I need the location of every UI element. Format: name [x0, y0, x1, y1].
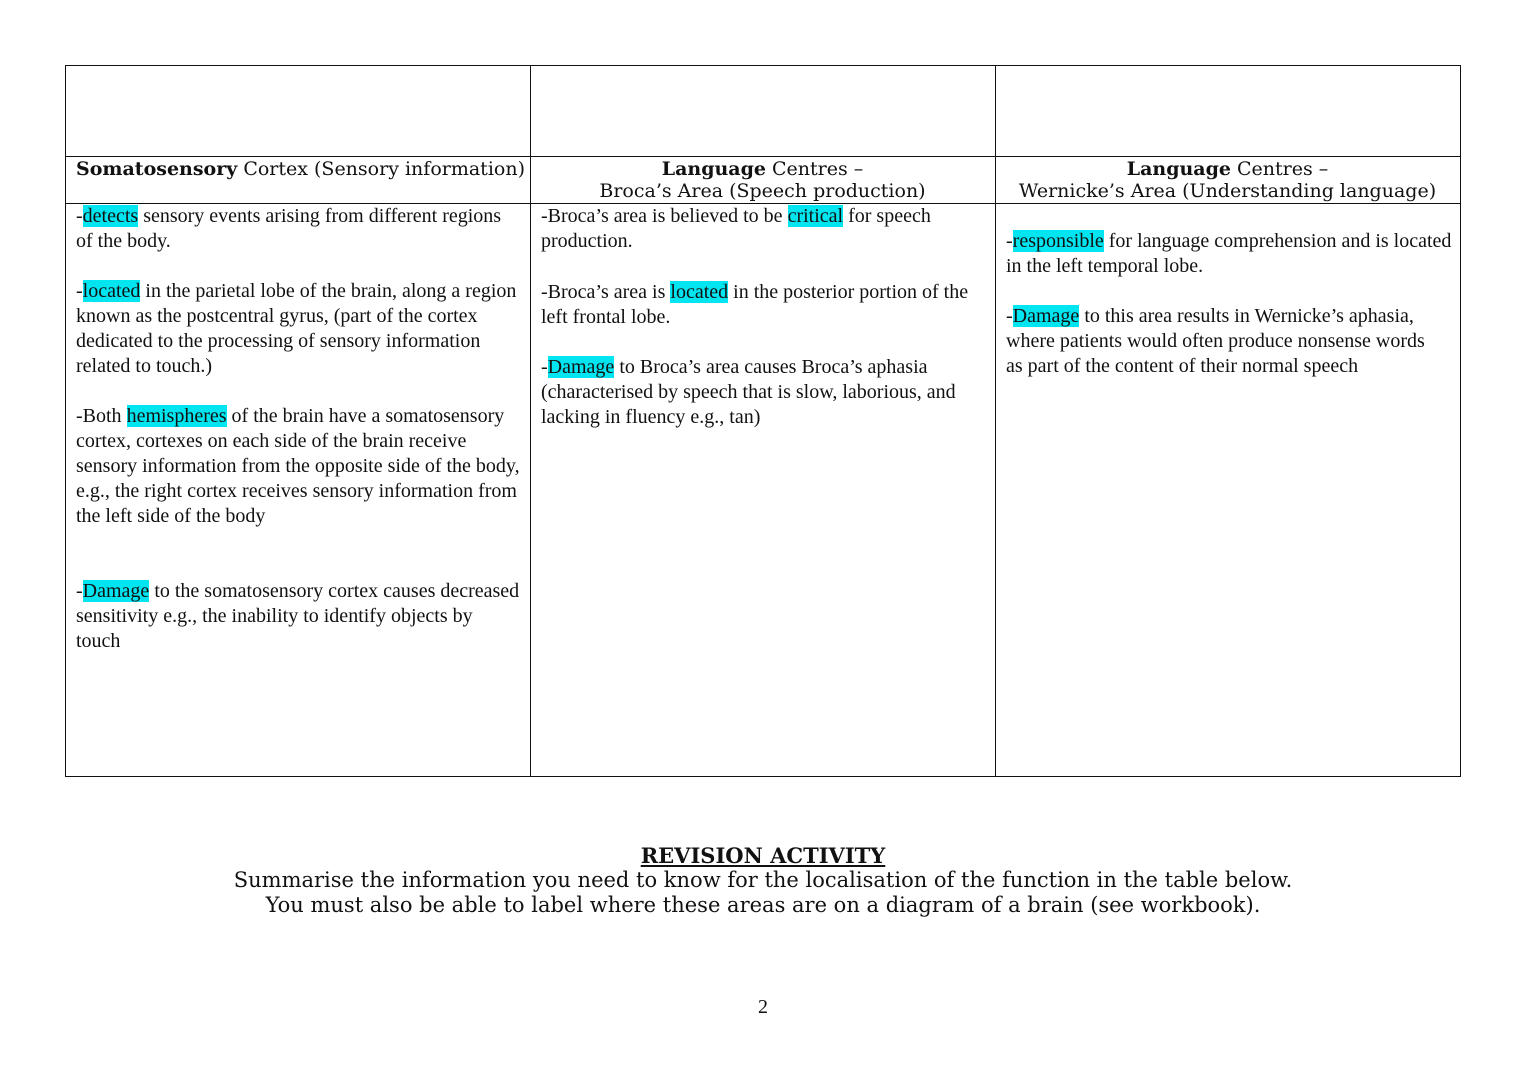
highlighted-keyword: Damage: [82, 580, 150, 602]
highlighted-keyword: Damage: [1012, 305, 1080, 327]
header-bold-term: Language: [661, 158, 766, 180]
header-subtitle: Broca’s Area (Speech production): [599, 180, 926, 202]
highlighted-keyword: responsible: [1012, 230, 1104, 252]
header-bold-term: Somatosensory: [76, 158, 238, 180]
paragraph-text: -Both: [76, 405, 127, 427]
paragraph-text: -: [1006, 230, 1013, 252]
wernicke-paragraph: [1006, 304, 1426, 379]
paragraph-text: in the posterior portion of the left frontal lobe.: [541, 281, 969, 328]
broca-paragraph: [541, 280, 987, 330]
paragraph-text: of the brain have a somatosensory cortex, cortexes on each side of the brain receive sensory information from the opposite side of the body, e.g., the right cortex receives sensory information from the left side of the body: [76, 405, 520, 527]
somatosensory-paragraph: [76, 579, 522, 654]
paragraph-text: -: [1006, 305, 1013, 327]
column-header-wernicke: [996, 158, 1459, 202]
header-rest: Cortex (Sensory information): [237, 158, 525, 180]
paragraph-text: to the somatosensory cortex causes decreased sensitivity e.g., the inability to identify objects by touch: [76, 580, 520, 652]
highlighted-keyword: hemispheres: [126, 405, 227, 427]
paragraph-text: to this area results in Wernicke’s aphasia, where patients would often produce nonsense words as part of the content of their normal speech: [1006, 305, 1425, 377]
broca-paragraph: [541, 204, 987, 254]
highlighted-keyword: detects: [82, 205, 139, 227]
paragraph-text: -Broca’s area is believed to be: [541, 205, 788, 227]
revision-activity-title: REVISION ACTIVITY: [640, 843, 886, 868]
somatosensory-paragraph: [76, 279, 522, 379]
paragraph-text: -Broca’s area is: [541, 281, 671, 303]
paragraph-text: for speech production.: [541, 205, 931, 252]
paragraph-text: in the parietal lobe of the brain, along a region known as the postcentral gyrus, (part of the cortex dedicated to the processing of sensory information related to touch.): [76, 280, 517, 377]
header-bold-term: Language: [1126, 158, 1231, 180]
paragraph-text: -: [76, 580, 83, 602]
somatosensory-paragraph: [76, 404, 522, 529]
page-number: 2: [758, 996, 768, 1018]
revision-instruction-line-1: Summarise the information you need to know for the localisation of the function in the table below.: [233, 868, 1293, 892]
paragraph-text: -: [76, 205, 83, 227]
paragraph-text: to Broca’s area causes Broca’s aphasia (characterised by speech that is slow, laborious, and lacking in fluency e.g., tan): [541, 356, 956, 428]
highlighted-keyword: Damage: [547, 356, 615, 378]
header-subtitle: Wernicke’s Area (Understanding language): [1018, 180, 1437, 202]
paragraph-text: for language comprehension and is located in the left temporal lobe.: [1006, 230, 1452, 277]
header-top-rule: [66, 156, 1460, 157]
wernicke-paragraph: [1006, 229, 1452, 279]
somatosensory-paragraph: [76, 204, 522, 254]
highlighted-keyword: critical: [787, 205, 844, 227]
header-rest: Centres –: [1230, 158, 1329, 180]
highlighted-keyword: located: [670, 281, 729, 303]
column-header-broca: [531, 158, 994, 202]
paragraph-text: -: [541, 356, 548, 378]
paragraph-text: -: [76, 280, 83, 302]
column-header-somatosensory: [76, 158, 528, 180]
broca-paragraph: [541, 355, 971, 430]
header-rest: Centres –: [765, 158, 864, 180]
revision-instruction-line-2: You must also be able to label where these areas are on a diagram of a brain (see workbook).: [265, 893, 1261, 917]
highlighted-keyword: located: [82, 280, 141, 302]
paragraph-text: sensory events arising from different regions of the body.: [76, 205, 502, 252]
